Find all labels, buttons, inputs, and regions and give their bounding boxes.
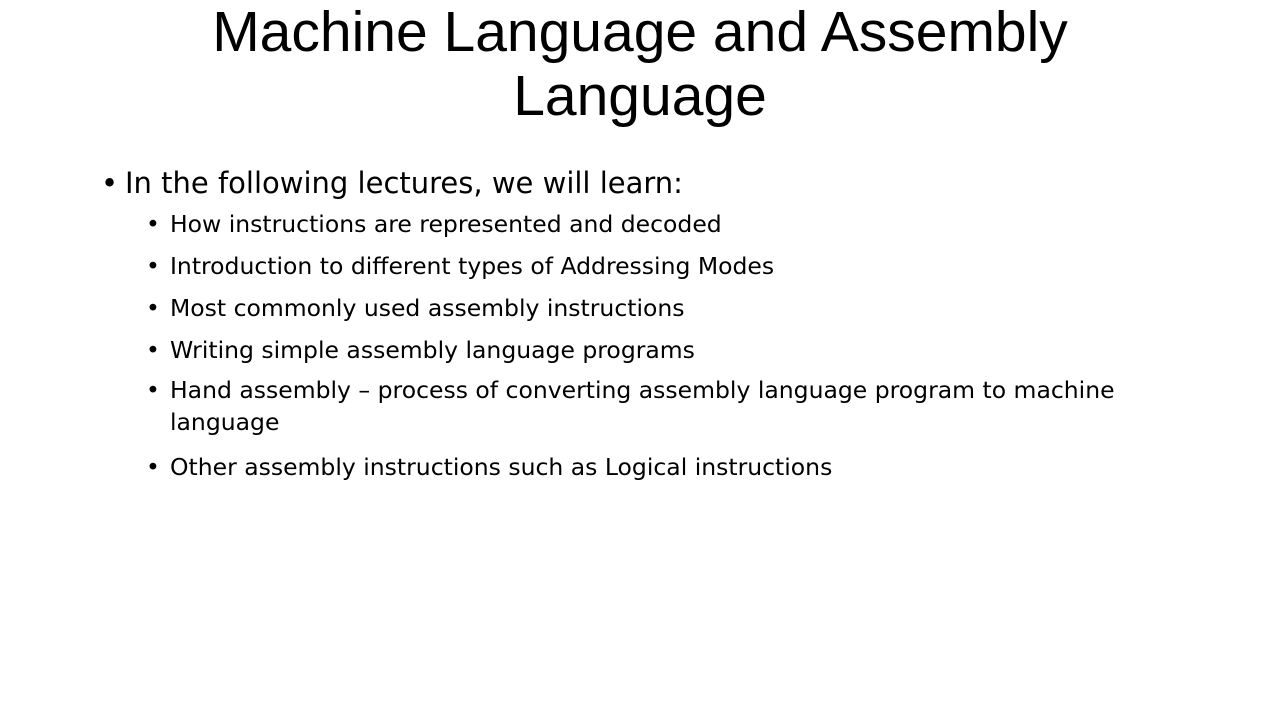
sub-bullet-marker: • [146, 252, 160, 280]
sub-bullet-text: Writing simple assembly language programs [170, 336, 695, 364]
sub-bullet-text: How instructions are represented and decoded [170, 210, 722, 238]
sub-bullet-item [146, 334, 1130, 366]
sub-bullet-marker: • [146, 294, 160, 322]
sub-bullet-text: Introduction to different types of Addressing Modes [170, 252, 775, 280]
sub-bullet-item [146, 451, 1130, 483]
sub-bullet-text: Most commonly used assembly instructions [170, 294, 685, 322]
bullet-item [101, 164, 683, 202]
bullet-marker: • [101, 166, 119, 200]
sub-bullet-marker: • [146, 336, 160, 364]
sub-bullet-marker: • [146, 453, 160, 481]
bullet-text: In the following lectures, we will learn: [125, 166, 683, 200]
sub-bullet-item [146, 250, 1130, 282]
sub-bullet-item [146, 292, 1130, 324]
sub-bullet-marker: • [146, 376, 160, 404]
sub-bullet-item [146, 374, 1130, 438]
sub-bullet-marker: • [146, 210, 160, 238]
slide-title: Machine Language and Assembly Language [212, 0, 1068, 128]
sub-bullet-item [146, 208, 1130, 240]
sub-bullet-text: Hand assembly – process of converting assembly language program to machine language [170, 376, 1115, 436]
sub-bullet-text: Other assembly instructions such as Logical instructions [170, 453, 833, 481]
